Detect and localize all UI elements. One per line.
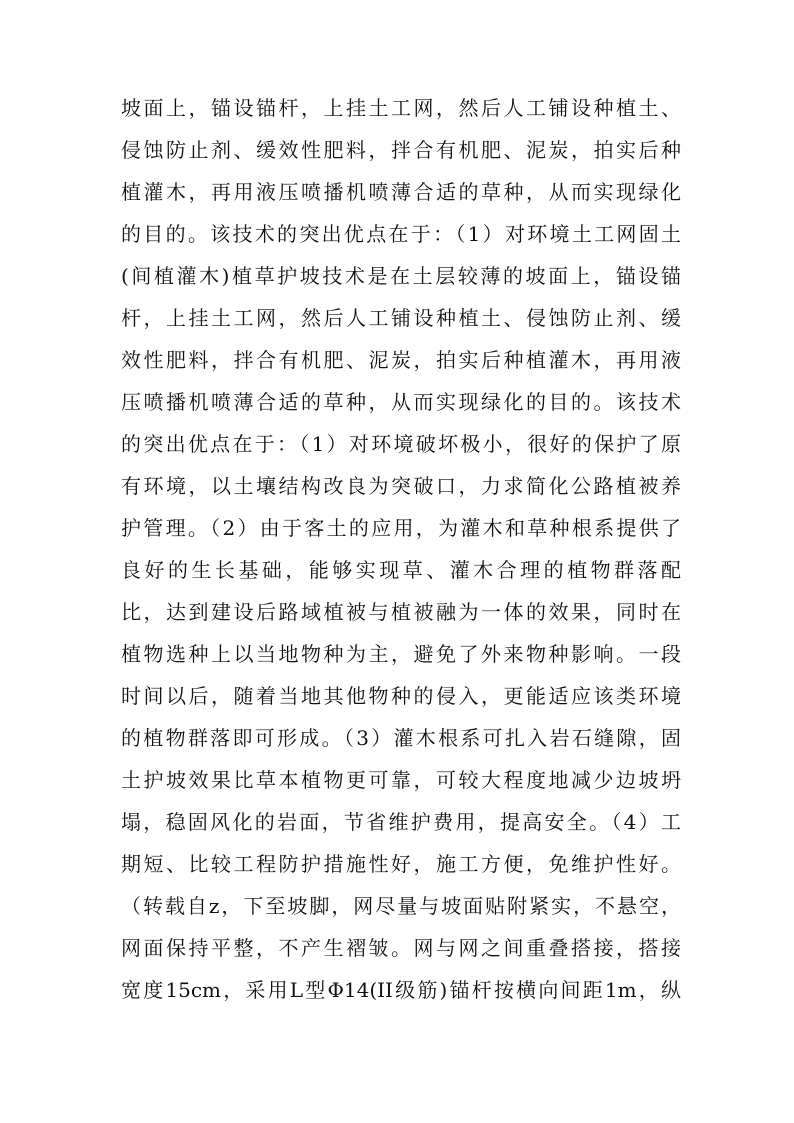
text-line-2: 侵蚀防止剂、缓效性肥料，拌合有机肥、泥炭，拍实后种 [121,138,681,162]
body-text [121,87,681,1011]
text-line-16: 的植物群落即可形成。（3）灌木根系可扎入岩石缝隙，固 [121,726,681,750]
text-line-7: 效性肥料，拌合有机肥、泥炭，拍实后种植灌木，再用液 [121,348,681,372]
text-line-22: 宽度15cm，采用L型Φ14(II级筋)锚杆按横向间距1m，纵 [121,978,681,1002]
text-line-12: 良好的生长基础，能够实现草、灌木合理的植物群落配 [121,558,681,582]
text-line-19: 期短、比较工程防护措施性好，施工方便，免维护性好。 [121,852,681,876]
text-line-8: 压喷播机喷薄合适的草种，从而实现绿化的目的。该技术 [121,390,681,414]
text-line-10: 有环境，以土壤结构改良为突破口，力求简化公路植被养 [121,474,681,498]
text-line-15: 时间以后，随着当地其他物种的侵入，更能适应该类环境 [121,684,681,708]
text-line-1: 坡面上，锚设锚杆，上挂土工网，然后人工铺设种植土、 [121,96,681,120]
text-line-14: 植物选种上以当地物种为主，避免了外来物种影响。一段 [121,642,681,666]
text-line-11: 护管理。（2）由于客土的应用，为灌木和草种根系提供了 [121,516,681,540]
text-line-4: 的目的。该技术的突出优点在于：（1）对环境土工网固土 [121,222,681,246]
text-line-9: 的突出优点在于：（1）对环境破坏极小，很好的保护了原 [121,432,681,456]
text-line-13: 比，达到建设后路域植被与植被融为一体的效果，同时在 [121,600,681,624]
text-line-21: 网面保持平整，不产生褶皱。网与网之间重叠搭接，搭接 [121,936,681,960]
text-line-18: 塌，稳固风化的岩面，节省维护费用，提高安全。（4）工 [121,810,681,834]
text-line-5: (间植灌木)植草护坡技术是在土层较薄的坡面上，锚设锚 [121,264,681,288]
text-line-6: 杆，上挂土工网，然后人工铺设种植土、侵蚀防止剂、缓 [121,306,681,330]
text-line-17: 土护坡效果比草本植物更可靠，可较大程度地减少边坡坍 [121,768,681,792]
text-line-3: 植灌木，再用液压喷播机喷薄合适的草种，从而实现绿化 [121,180,681,204]
text-line-20: （转载自z，下至坡脚，网尽量与坡面贴附紧实，不悬空， [121,894,681,918]
